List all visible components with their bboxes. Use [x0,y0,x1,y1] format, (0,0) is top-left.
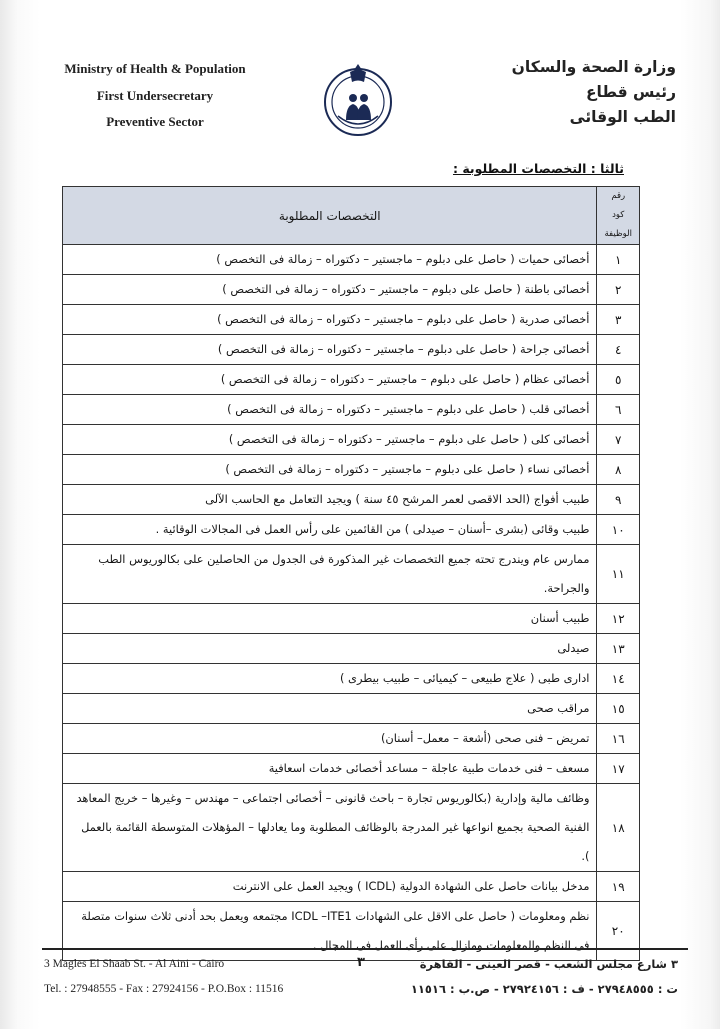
table-row [63,664,640,694]
table-row [63,724,640,754]
footer-contact: Tel. : 27948555 - Fax : 27924156 - P.O.Box : 11516 [44,983,284,995]
header-arabic-line: وزارة الصحة والسكان [511,58,676,76]
row-number: ١٨ [597,784,640,872]
row-specialty: ممارس عام ويندرج تحته جميع التخصصات غير المذكورة فى الجدول من الحاصلين على بكالوريوس الطب والجراحة. [63,545,597,604]
header-arabic-line: رئيس قطاع [585,83,676,101]
header-english-line: Ministry of Health & Population [64,61,246,76]
row-number: ١٥ [597,694,640,724]
row-number: ٣ [597,305,640,335]
table-row [63,275,640,305]
row-specialty: أخصائى صدرية ( حاصل على دبلوم – ماجستير – دكتوراه – زمالة فى التخصص ) [63,305,597,335]
row-number: ١ [597,245,640,275]
row-number: ١٩ [597,872,640,902]
row-number: ١٠ [597,515,640,545]
row-specialty: أخصائى عظام ( حاصل على دبلوم – ماجستير – دكتوراه – زمالة فى التخصص ) [63,365,597,395]
row-specialty: ادارى طبى ( علاج طبيعى – كيميائى – طبيب بيطرى ) [63,664,597,694]
footer-english [44,952,344,1002]
table-row [63,455,640,485]
header-english-line: Preventive Sector [106,114,204,129]
footer-divider [42,948,688,950]
page-number: ٣ [357,955,365,970]
table-row [63,395,640,425]
row-number: ٥ [597,365,640,395]
table-row [63,305,640,335]
footer-address-arabic: ٣ شارع مجلس الشعب - قصر العينى - القاهرة [419,957,678,971]
row-specialty: صيدلى [63,634,597,664]
row-specialty: أخصائى نساء ( حاصل على دبلوم – ماجستير – دكتوراه – زمالة فى التخصص ) [63,455,597,485]
row-number: ٢ [597,275,640,305]
row-number: ٩ [597,485,640,515]
row-number: ٨ [597,455,640,485]
column-header-code [597,187,640,245]
row-number: ٦ [597,395,640,425]
row-number: ١٧ [597,754,640,784]
header-english [40,56,270,136]
row-specialty: أخصائى قلب ( حاصل على دبلوم – ماجستير – دكتوراه – زمالة فى التخصص ) [63,395,597,425]
row-number: ٧ [597,425,640,455]
table-row [63,335,640,365]
row-number: ١٦ [597,724,640,754]
row-specialty: طبيب أفواج (الحد الاقصى لعمر المرشح ٤٥ سنة ) ويجيد التعامل مع الحاسب الآلى [63,485,597,515]
table-row [63,485,640,515]
table-row [63,245,640,275]
row-number: ١٤ [597,664,640,694]
table-row [63,425,640,455]
row-specialty: أخصائى حميات ( حاصل على دبلوم – ماجستير – دكتوراه – زمالة فى التخصص ) [63,245,597,275]
row-number: ١٢ [597,604,640,634]
table-row [63,784,640,872]
header-arabic [436,55,676,130]
row-specialty: مراقب صحى [63,694,597,724]
row-specialty: طبيب أسنان [63,604,597,634]
row-specialty: أخصائى جراحة ( حاصل على دبلوم – ماجستير – دكتوراه – زمالة فى التخصص ) [63,335,597,365]
table-row [63,634,640,664]
footer-contact-arabic: ت : ٢٧٩٤٨٥٥٥ - ف : ٢٧٩٢٤١٥٦ - ص.ب : ١١٥١٦ [410,982,678,996]
ministry-logo-icon [320,60,396,140]
table-row [63,365,640,395]
row-number: ١١ [597,545,640,604]
header-arabic-line: الطب الوقائى [569,108,676,126]
row-specialty: نظم ومعلومات ( حاصل على الاقل على الشهادات ICDL –ITE1 مجتمعه ويعمل بحد أدنى ثلاث سنوات متصلة فى النظم والمعلومات ومازال على رأى العمل فى المجال . [63,902,597,961]
table-row [63,694,640,724]
section-title: ثالثا : التخصصات المطلوبة : [452,161,624,176]
row-specialty: مدخل بيانات حاصل على الشهادة الدولية (ICDL ) ويجيد العمل على الانترنت [63,872,597,902]
row-specialty: وظائف مالية وإدارية (بكالوريوس تجارة – باحث قانونى – أخصائى اجتماعى – مهندس – وغيرها – خريج المعاهد الفنية الصحية بجميع انواعها غير المدرجة بالوظائف المطلوبة وما يعادلها – المؤهلات المتوسطة القائمة بالعمل ). [63,784,597,872]
row-specialty: تمريض – فنى صحى (أشعة – معمل– أسنان) [63,724,597,754]
specialties-table [62,186,640,961]
row-number: ١٣ [597,634,640,664]
column-header-code-line: رقم كود [611,191,626,220]
footer-arabic [358,952,678,1002]
row-specialty: أخصائى كلى ( حاصل على دبلوم – ماجستير – دكتوراه – زمالة فى التخصص ) [63,425,597,455]
row-number: ٤ [597,335,640,365]
table-row [63,515,640,545]
header-english-line: First Undersecretary [96,87,214,103]
row-specialty: طبيب وقائى (بشرى –أسنان – صيدلى ) من القائمين على رأس العمل فى المجالات الوقائية . [63,515,597,545]
table-row [63,604,640,634]
row-number: ٢٠ [597,902,640,961]
table-row [63,545,640,604]
row-specialty: مسعف – فنى خدمات طبية عاجلة – مساعد أخصائى خدمات اسعافية [63,754,597,784]
row-specialty: أخصائى باطنة ( حاصل على دبلوم – ماجستير – دكتوراه – زمالة فى التخصص ) [63,275,597,305]
footer-address: 3 Magles El Shaab St. - Al Aini - Cairo [44,958,225,970]
table-row [63,872,640,902]
column-header-specialty: التخصصات المطلوبة [63,187,597,245]
table-row [63,754,640,784]
column-header-code-line: الوظيفة [604,229,632,239]
